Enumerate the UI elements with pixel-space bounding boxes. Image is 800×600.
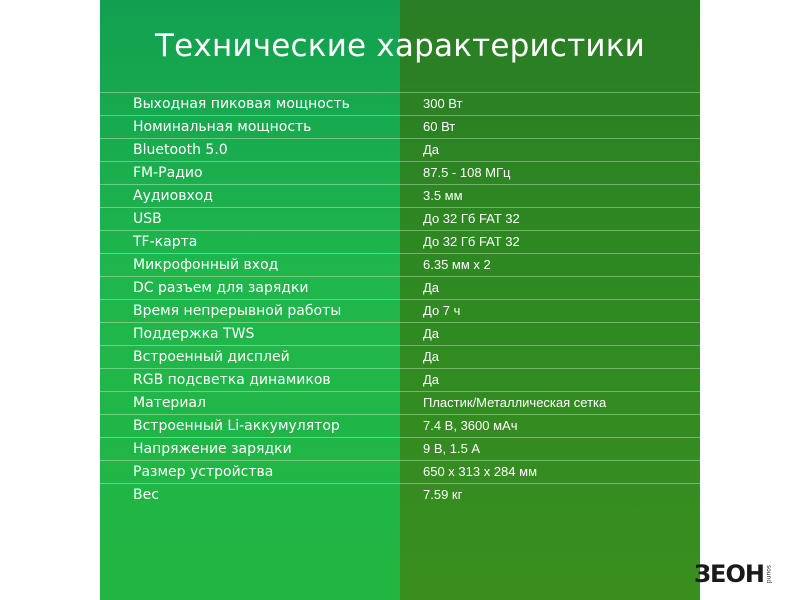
spec-name: Bluetooth 5.0: [133, 142, 228, 158]
spec-row: [100, 414, 700, 437]
spec-name: Время непрерывной работы: [133, 303, 342, 319]
spec-value: Да: [423, 142, 440, 157]
spec-name: Поддержка TWS: [133, 326, 255, 342]
spec-value: 7.59 кг: [423, 487, 463, 502]
spec-name: Номинальная мощность: [133, 119, 312, 135]
spec-name: Аудиовход: [133, 188, 213, 204]
spec-table: [100, 92, 700, 506]
spec-name: Материал: [133, 395, 206, 411]
spec-row: [100, 276, 700, 299]
spec-value: 87.5 - 108 МГц: [423, 165, 511, 180]
spec-value: До 32 Гб FAT 32: [423, 234, 520, 249]
spec-name: TF-карта: [133, 234, 198, 250]
spec-name: RGB подсветка динамиков: [133, 372, 331, 388]
spec-value: 7.4 В, 3600 мАч: [423, 418, 518, 433]
spec-value: Пластик/Металлическая сетка: [423, 395, 607, 410]
spec-value: 6.35 мм x 2: [423, 257, 491, 272]
spec-row: [100, 207, 700, 230]
logo-subtext: sound: [764, 564, 772, 584]
spec-row: [100, 345, 700, 368]
spec-row: [100, 92, 700, 115]
spec-name: Встроенный дисплей: [133, 349, 290, 365]
spec-value: 9 В, 1.5 А: [423, 441, 481, 456]
spec-name: Выходная пиковая мощность: [133, 96, 350, 112]
spec-value: Да: [423, 349, 440, 364]
spec-row: [100, 115, 700, 138]
spec-value: Да: [423, 326, 440, 341]
spec-name: USB: [133, 211, 162, 227]
spec-row: [100, 138, 700, 161]
logo-text: ЗЕОН: [694, 560, 764, 588]
spec-name: DC разъем для зарядки: [133, 280, 309, 296]
spec-value: Да: [423, 372, 440, 387]
spec-value: 650 x 313 x 284 мм: [423, 464, 538, 479]
spec-value: 60 Вт: [423, 119, 456, 134]
spec-name: Микрофонный вход: [133, 257, 279, 273]
spec-row: [100, 184, 700, 207]
spec-name: Размер устройства: [133, 464, 274, 480]
spec-row: [100, 391, 700, 414]
spec-row: [100, 322, 700, 345]
spec-value: До 32 Гб FAT 32: [423, 211, 520, 226]
spec-value: 3.5 мм: [423, 188, 463, 203]
page-title: Технические характеристики: [154, 28, 645, 64]
spec-row: [100, 437, 700, 460]
spec-row: [100, 299, 700, 322]
spec-row: [100, 161, 700, 184]
spec-name: FM-Радио: [133, 165, 203, 181]
spec-name: Вес: [133, 487, 159, 503]
spec-value: До 7 ч: [423, 303, 461, 318]
spec-value: 300 Вт: [423, 96, 463, 111]
spec-name: Встроенный Li-аккумулятор: [133, 418, 340, 434]
spec-row: [100, 368, 700, 391]
spec-row: [100, 253, 700, 276]
brand-logo: [694, 560, 772, 588]
spec-row: [100, 483, 700, 506]
spec-row: [100, 230, 700, 253]
spec-name: Напряжение зарядки: [133, 441, 292, 457]
spec-row: [100, 460, 700, 483]
spec-value: Да: [423, 280, 440, 295]
